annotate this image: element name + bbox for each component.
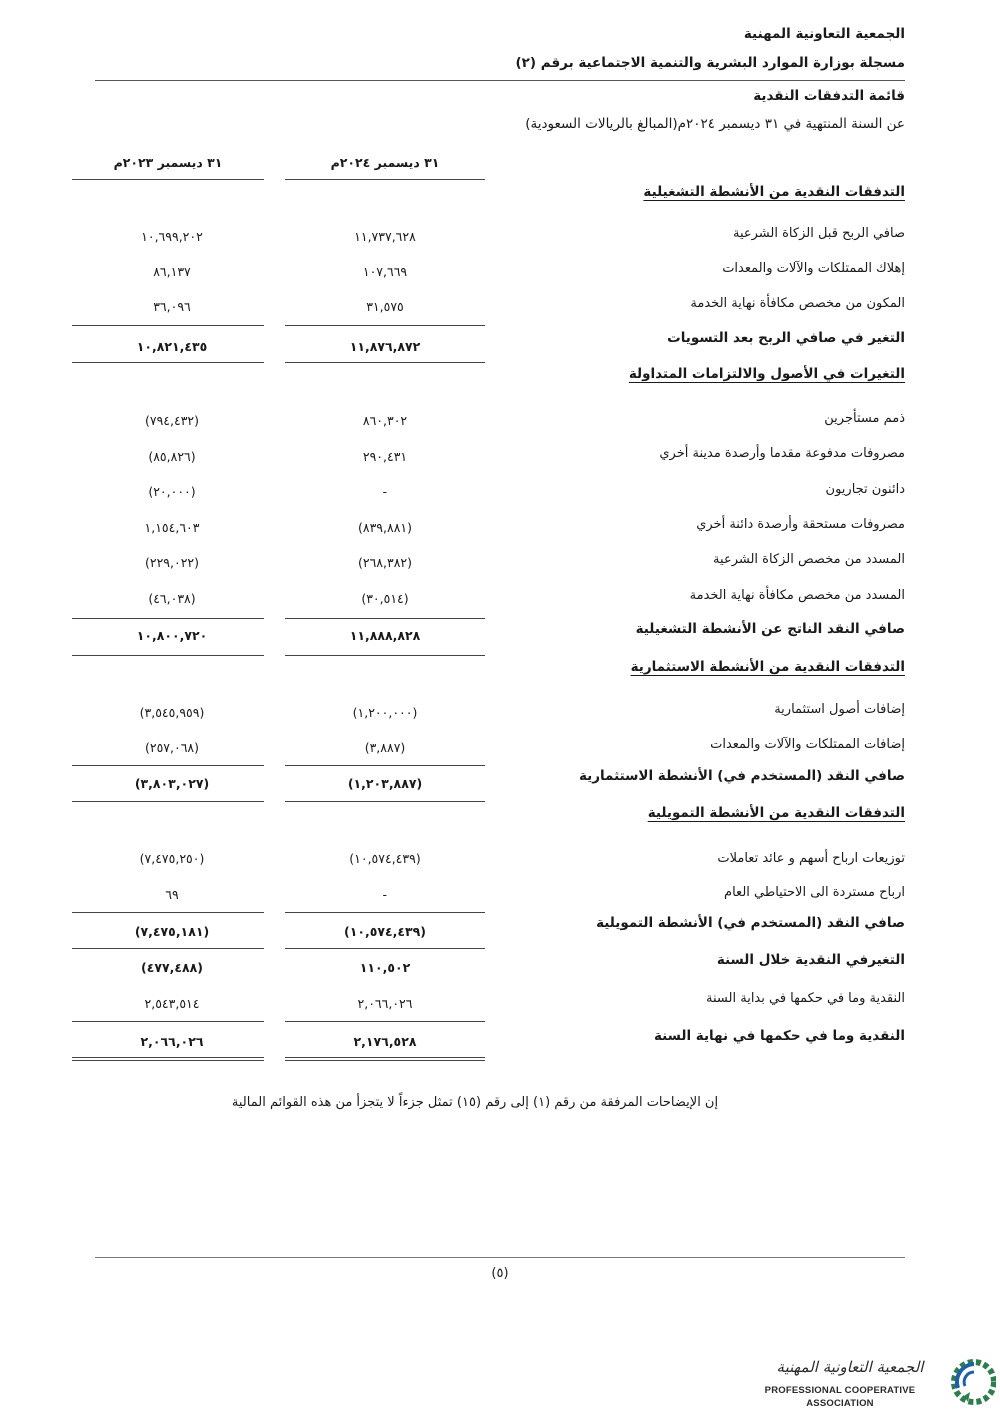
row-label: دائنون تجاريون [825, 482, 905, 497]
row-value-2023: ٣٦,٠٩٦ [153, 299, 191, 314]
row-value-2023: ٢,٥٤٣,٥١٤ [144, 996, 200, 1011]
subtotal-rule-2024 [285, 912, 485, 913]
row-value-2023: (٧,٤٧٥,١٨١) [134, 924, 210, 939]
row-value-2023: (٣,٨٠٣,٠٢٧) [134, 776, 210, 791]
row-value-2024: (١٠,٥٧٤,٤٣٩) [349, 851, 421, 866]
row-value-2024: ٨٦٠,٣٠٢ [362, 413, 408, 428]
row-value-2023: ٨٦,١٣٧ [153, 264, 191, 279]
row-label: المسدد من مخصص مكافأة نهاية الخدمة [689, 588, 905, 603]
row-value-2023: ٢,٠٦٦,٠٢٦ [140, 1034, 204, 1049]
row-value-2023: (٤٧٧,٤٨٨) [141, 960, 203, 975]
row-value-2024: (٣٠,٥١٤) [361, 591, 409, 606]
subtotal-rule-2023 [72, 325, 264, 326]
row-value-2023: (٢٥٧,٠٦٨) [144, 740, 200, 755]
row-label: ارباح مستردة الى الاحتياطي العام [724, 885, 905, 900]
section-operating-heading: التدفقات النقدية من الأنشطة التشغيلية [643, 184, 905, 200]
footer-divider [95, 1257, 905, 1258]
double-rule-bottom-2024 [285, 1060, 485, 1061]
row-value-2024: ١١٠,٥٠٢ [359, 960, 411, 975]
row-value-2023: (٧,٤٧٥,٢٥٠) [139, 851, 205, 866]
row-label: إضافات الممتلكات والآلات والمعدات [710, 737, 905, 752]
row-value-2024: (١,٢٠٣,٨٨٧) [347, 776, 423, 791]
row-value-2024: ١١,٨٧٦,٨٧٢ [349, 339, 421, 354]
total-rule-2023 [72, 801, 264, 802]
section-financing-heading: التدفقات النقدية من الأنشطة التمويلية [647, 805, 905, 821]
row-value-2023: ١٠,٨٠٠,٧٢٠ [136, 628, 208, 643]
logo-arabic-wordmark: الجمعية التعاونية المهنية [776, 1358, 924, 1376]
row-label-total: صافي النقد (المستخدم في) الأنشطة الاستثمارية [578, 768, 905, 784]
row-value-2023: ٦٩ [165, 887, 179, 902]
row-value-2024: (٨٣٩,٨٨١) [357, 520, 413, 535]
column-header-underline-2024 [285, 179, 485, 180]
statement-title: قائمة التدفقات النقدية [753, 88, 905, 104]
row-label: مصروفات مدفوعة مقدما وأرصدة مدينة أخري [659, 446, 905, 461]
row-value-2024: (٢٦٨,٣٨٢) [357, 555, 413, 570]
total-rule-2023 [72, 948, 264, 949]
subtotal-rule-2023 [72, 765, 264, 766]
section-working-capital-heading: التغيرات في الأصول والالتزامات المتداولة [628, 366, 905, 382]
row-label-total: النقدية وما في حكمها في نهاية السنة [653, 1028, 905, 1044]
total-rule-2023 [72, 655, 264, 656]
row-value-2023: (٢٠,٠٠٠) [148, 484, 196, 499]
registration-text: مسجلة بوزارة الموارد البشرية والتنمية الاجتماعية برقم (٢) [515, 55, 905, 71]
row-value-2024: ٢٩٠,٤٣١ [362, 449, 408, 464]
row-label: ذمم مستأجرين [824, 411, 905, 426]
statement-period: عن السنة المنتهية في ٣١ ديسمبر ٢٠٢٤م(المبالغ بالريالات السعودية) [525, 116, 905, 132]
row-value-2024: ١١,٧٣٧,٦٢٨ [354, 229, 416, 244]
row-label: المسدد من مخصص الزكاة الشرعية [713, 552, 905, 567]
total-rule-2024 [285, 362, 485, 363]
logo-english-line1: PROFESSIONAL COOPERATIVE [764, 1385, 916, 1396]
subtotal-rule-2024 [285, 325, 485, 326]
notes-footnote: إن الإيضاحات المرفقة من رقم (١) إلى رقم (١٥) تمثل جزءاً لا يتجزأ من هذه القوائم المالية [231, 1095, 719, 1110]
row-value-2024: ٣١,٥٧٥ [366, 299, 404, 314]
total-rule-2024 [285, 948, 485, 949]
row-value-2024: ١٠٧,٦٦٩ [362, 264, 408, 279]
subtotal-rule-2024 [285, 765, 485, 766]
logo-english-line2: ASSOCIATION [806, 1398, 874, 1409]
row-value-2023: ١,١٥٤,٦٠٣ [144, 520, 200, 535]
section-investing-heading: التدفقات النقدية من الأنشطة الاستثمارية [630, 659, 905, 675]
row-value-2023: (٧٩٤,٤٣٢) [144, 413, 200, 428]
row-value-2024: ٢,٠٦٦,٠٢٦ [357, 996, 413, 1011]
row-value-2023: (٣,٥٤٥,٩٥٩) [139, 705, 205, 720]
row-value-2024: - [382, 484, 388, 499]
row-label: المكون من مخصص مكافأة نهاية الخدمة [690, 296, 905, 311]
row-label-total: صافي النقد الناتج عن الأنشطة التشغيلية [635, 621, 905, 637]
row-label-total: صافي النقد (المستخدم في) الأنشطة التمويلية [596, 915, 905, 931]
organization-name: الجمعية التعاونية المهنية [743, 26, 905, 42]
gear-emblem-icon [944, 1352, 996, 1410]
row-label: النقدية وما في حكمها في بداية السنة [706, 991, 905, 1006]
double-rule-top-2023 [72, 1057, 264, 1058]
total-rule-2024 [285, 655, 485, 656]
subtotal-rule-2023 [72, 1021, 264, 1022]
column-header-2024: ٣١ ديسمبر ٢٠٢٤م [330, 155, 440, 170]
row-value-2024: ١١,٨٨٨,٨٢٨ [349, 628, 421, 643]
header-divider [95, 80, 905, 81]
row-value-2024: - [382, 887, 388, 902]
row-value-2023: (٢٢٩,٠٢٢) [144, 555, 200, 570]
total-rule-2023 [72, 362, 264, 363]
row-value-2023: (٤٦,٠٣٨) [148, 591, 196, 606]
double-rule-top-2024 [285, 1057, 485, 1058]
row-value-2024: (٣,٨٨٧) [364, 740, 406, 755]
double-rule-bottom-2023 [72, 1060, 264, 1061]
row-value-2023: ١٠,٨٢١,٤٣٥ [136, 339, 208, 354]
row-label: توزيعات ارباح أسهم و عائد تعاملات [717, 851, 905, 866]
row-value-2024: ٢,١٧٦,٥٢٨ [353, 1034, 417, 1049]
subtotal-rule-2024 [285, 618, 485, 619]
row-value-2024: (١٠,٥٧٤,٤٣٩) [344, 924, 426, 939]
row-label: إهلاك الممتلكات والآلات والمعدات [722, 261, 905, 276]
row-label: مصروفات مستحقة وأرصدة دائنة أخري [696, 517, 905, 532]
page-number: (٥) [491, 1266, 509, 1281]
row-value-2024: (١,٢٠٠,٠٠٠) [352, 705, 418, 720]
total-rule-2024 [285, 801, 485, 802]
column-header-2023: ٣١ ديسمبر ٢٠٢٣م [113, 155, 223, 170]
subtotal-rule-2024 [285, 1021, 485, 1022]
row-label: صافي الربح قبل الزكاة الشرعية [732, 226, 905, 241]
subtotal-rule-2023 [72, 912, 264, 913]
subtotal-rule-2023 [72, 618, 264, 619]
column-header-underline-2023 [72, 179, 264, 180]
row-label-total: التغيرفي النقدية خلال السنة [716, 952, 905, 968]
row-value-2023: ١٠,٦٩٩,٢٠٢ [141, 229, 203, 244]
row-label-total: التغير في صافي الربح بعد التسويات [667, 330, 905, 346]
row-value-2023: (٨٥,٨٢٦) [148, 449, 196, 464]
row-label: إضافات أصول استثمارية [774, 702, 905, 717]
